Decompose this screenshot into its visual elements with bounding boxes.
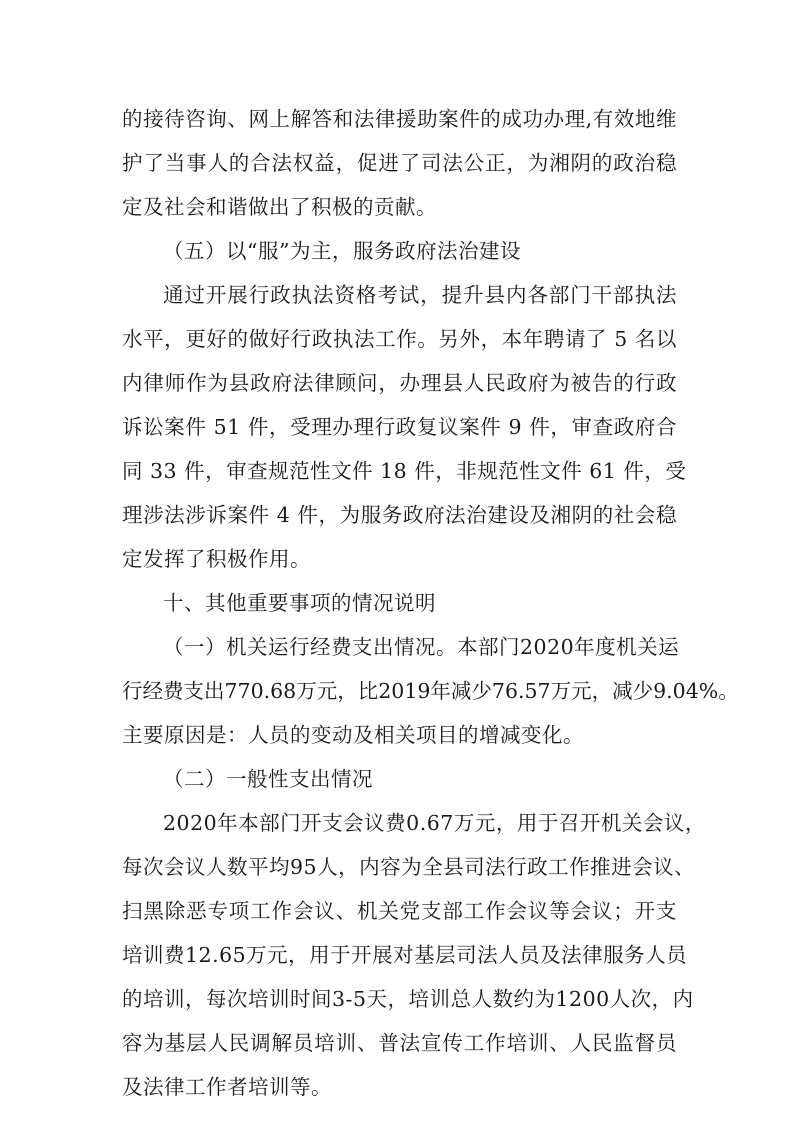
- body-text-line: 同 33 件，审查规范性文件 18 件，非规范性文件 61 件，受: [122, 459, 687, 483]
- body-text-line: 及法律工作者培训等。: [122, 1075, 332, 1099]
- body-text-line: 理涉法涉诉案件 4 件，为服务政府法治建设及湘阴的社会稳: [122, 503, 677, 527]
- body-text-line: 的培训，每次培训时间3-5天，培训总人数约为1200人次，内: [122, 987, 694, 1011]
- body-text-line: 内律师作为县政府法律顾问，办理县人民政府为被告的行政: [122, 371, 677, 395]
- body-text-line: （一）机关运行经费支出情况。本部门2020年度机关运: [163, 635, 680, 659]
- body-text-line: 2020年本部门开支会议费0.67万元，用于召开机关会议，: [163, 811, 706, 835]
- section-heading-10: 十、其他重要事项的情况说明: [163, 591, 436, 615]
- body-text-line: 护了当事人的合法权益，促进了司法公正，为湘阴的政治稳: [122, 151, 677, 175]
- body-text-line: 容为基层人民调解员培训、普法宣传工作培训、人民监督员: [122, 1031, 677, 1055]
- body-text-line: 培训费12.65万元，用于开展对基层司法人员及法律服务人员: [122, 943, 688, 967]
- body-text-line: 通过开展行政执法资格考试，提升县内各部门干部执法: [163, 283, 677, 307]
- body-text-line: 的接待咨询、网上解答和法律援助案件的成功办理,有效地维: [122, 107, 677, 131]
- body-text-line: 诉讼案件 51 件，受理办理行政复议案件 9 件，审查政府合: [122, 415, 677, 439]
- body-text-line: 定发挥了积极作用。: [122, 547, 311, 571]
- body-text-line: 扫黑除恶专项工作会议、机关党支部工作会议等会议；开支: [122, 899, 677, 923]
- body-text-line: 行经费支出770.68万元，比2019年减少76.57万元，减少9.04%。: [122, 679, 739, 703]
- section-heading-5: （五）以“服”为主，服务政府法治建设: [163, 239, 521, 263]
- body-text-line: 定及社会和谐做出了积极的贡献。: [122, 195, 437, 219]
- body-text-line: 水平，更好的做好行政执法工作。另外，本年聘请了 5 名以: [122, 327, 677, 351]
- subsection-heading-2: （二）一般性支出情况: [163, 767, 373, 791]
- body-text-line: 每次会议人数平均95人，内容为全县司法行政工作推进会议、: [122, 855, 696, 879]
- body-text-line: 主要原因是：人员的变动及相关项目的增减变化。: [122, 723, 584, 747]
